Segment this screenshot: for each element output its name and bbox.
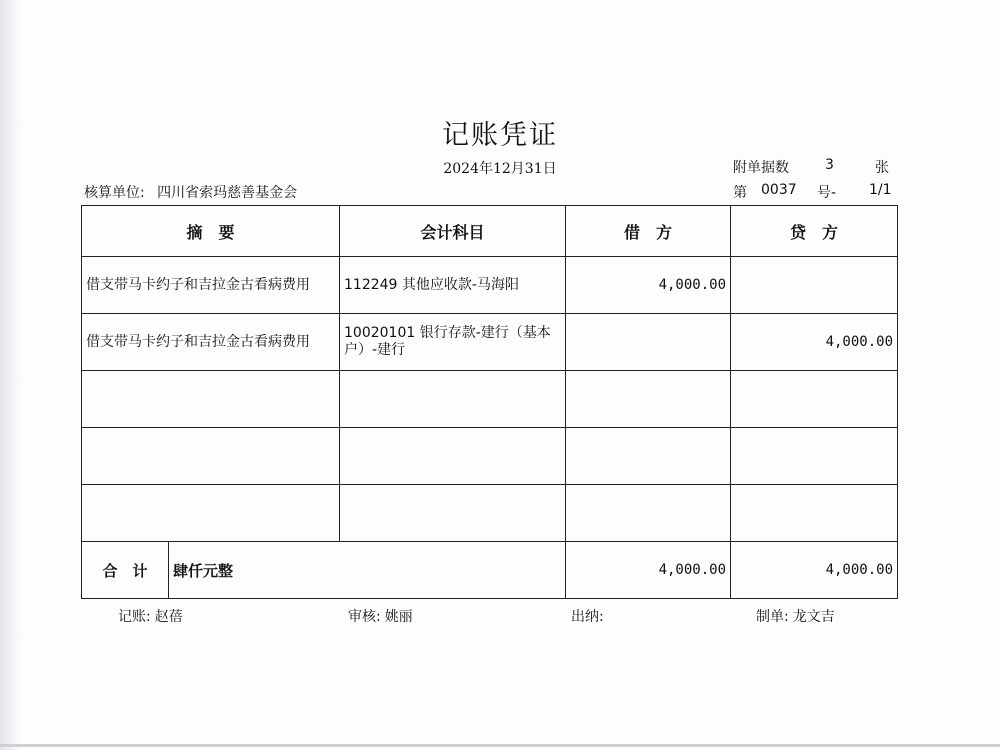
voucher-number-suffix: 号- (817, 185, 837, 201)
table-row (82, 371, 898, 428)
voucher-number-value: 0037 (761, 182, 797, 198)
bookkeeper-name: 赵蓓 (154, 609, 183, 625)
row-debit (566, 485, 731, 542)
row-credit: 4,000.00 (731, 314, 898, 371)
accounting-unit-name: 四川省索玛慈善基金会 (157, 185, 298, 201)
total-label: 合 计 (82, 542, 169, 599)
accounting-unit-label: 核算单位: (84, 185, 145, 201)
voucher-table (81, 205, 898, 599)
row-summary (82, 485, 340, 542)
table-row (82, 314, 898, 371)
row-account (340, 371, 566, 428)
table-row (82, 428, 898, 485)
table-header-row (82, 206, 898, 257)
header-debit: 借 方 (566, 206, 731, 257)
header-credit: 贷 方 (731, 206, 898, 257)
reviewer-signoff (348, 606, 413, 626)
row-account: 10020101 银行存款-建行（基本户）-建行 (340, 314, 566, 371)
voucher-title: 记账凭证 (442, 120, 558, 151)
row-debit: 4,000.00 (566, 257, 731, 314)
header-account: 会计科目 (340, 206, 566, 257)
row-account: 112249 其他应收款-马海阳 (340, 257, 566, 314)
table-row (82, 257, 898, 314)
total-debit: 4,000.00 (566, 542, 731, 599)
attachment-label: 附单据数 (733, 160, 789, 176)
row-summary: 借支带马卡约子和吉拉金古看病费用 (82, 314, 340, 371)
row-credit (731, 485, 898, 542)
header-summary: 摘 要 (82, 206, 340, 257)
table-row (82, 485, 898, 542)
total-amount-words: 肆仟元整 (169, 542, 566, 599)
reviewer-name: 姚丽 (384, 609, 413, 625)
cashier-label: 出纳: (571, 609, 604, 625)
reviewer-label: 审核: (348, 609, 381, 625)
voucher-number-prefix: 第 (733, 185, 747, 201)
preparer-label: 制单: (756, 609, 789, 625)
scan-bottom-edge (0, 744, 1000, 747)
row-credit (731, 428, 898, 485)
total-credit: 4,000.00 (731, 542, 898, 599)
row-debit (566, 428, 731, 485)
row-credit (731, 371, 898, 428)
cashier-signoff (571, 606, 608, 626)
attachment-unit: 张 (875, 160, 889, 176)
row-credit (731, 257, 898, 314)
row-account (340, 428, 566, 485)
preparer-name: 龙文吉 (792, 609, 835, 625)
row-summary (82, 428, 340, 485)
row-summary (82, 371, 340, 428)
row-summary: 借支带马卡约子和吉拉金古看病费用 (82, 257, 340, 314)
attachment-count (733, 157, 889, 177)
bookkeeper-label: 记账: (118, 609, 151, 625)
row-account (340, 485, 566, 542)
voucher-date: 2024年12月31日 (443, 161, 557, 177)
accounting-unit (84, 182, 297, 202)
preparer-signoff (756, 606, 835, 626)
total-row (82, 542, 898, 599)
row-debit (566, 371, 731, 428)
row-debit (566, 314, 731, 371)
voucher-page: 1/1 (869, 182, 892, 198)
bookkeeper-signoff (118, 606, 183, 626)
attachment-number: 3 (825, 157, 834, 173)
